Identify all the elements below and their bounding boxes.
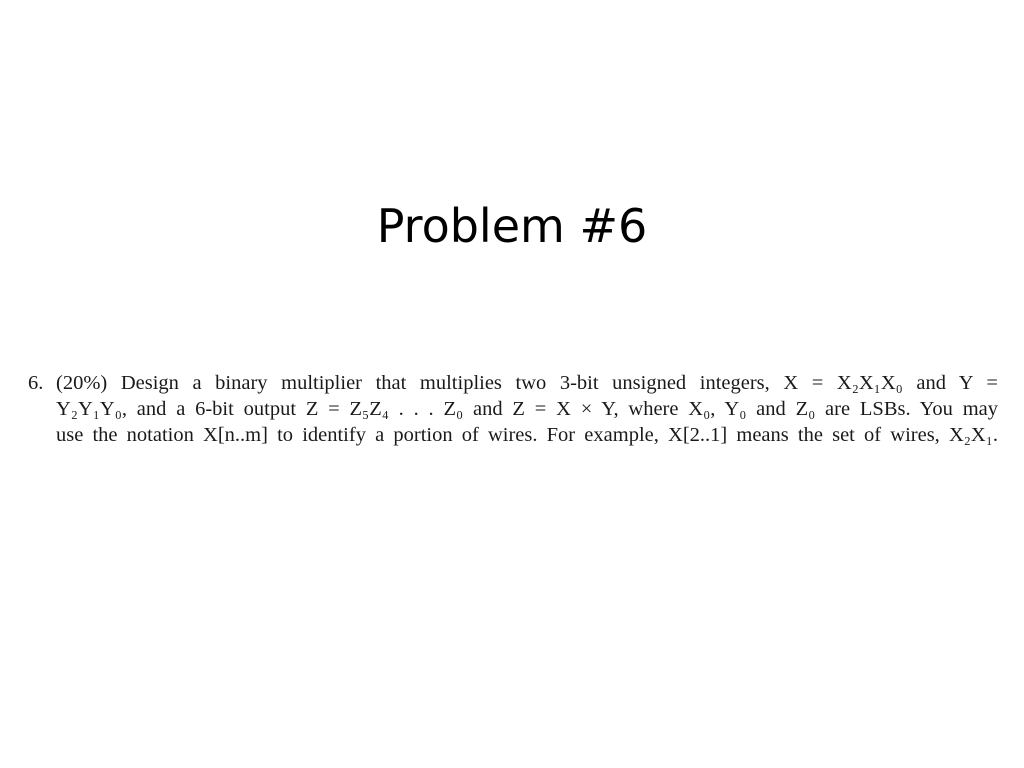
slide-title: Problem #6 (376, 199, 648, 253)
problem-line-2 (28, 396, 998, 422)
problem-number: 6. (28, 372, 44, 394)
problem-text-line: (20%) Design a binary multiplier that multiplies two 3-bit unsigned integers, X = X₂X₁X₀ and Y = (56, 372, 998, 394)
problem-text-line: use the notation X[n..m] to identify a portion of wires. For example, X[2..1] means the set of wires, X₂X₁. (56, 424, 998, 446)
problem-line-3 (28, 422, 998, 448)
problem-statement (28, 370, 998, 448)
problem-line-1 (28, 370, 998, 396)
problem-text-line: Y₂Y₁Y₀, and a 6-bit output Z = Z₅Z₄ . . . Z₀ and Z = X × Y, where X₀, Y₀ and Z₀ are LSBs. You may (56, 398, 998, 420)
